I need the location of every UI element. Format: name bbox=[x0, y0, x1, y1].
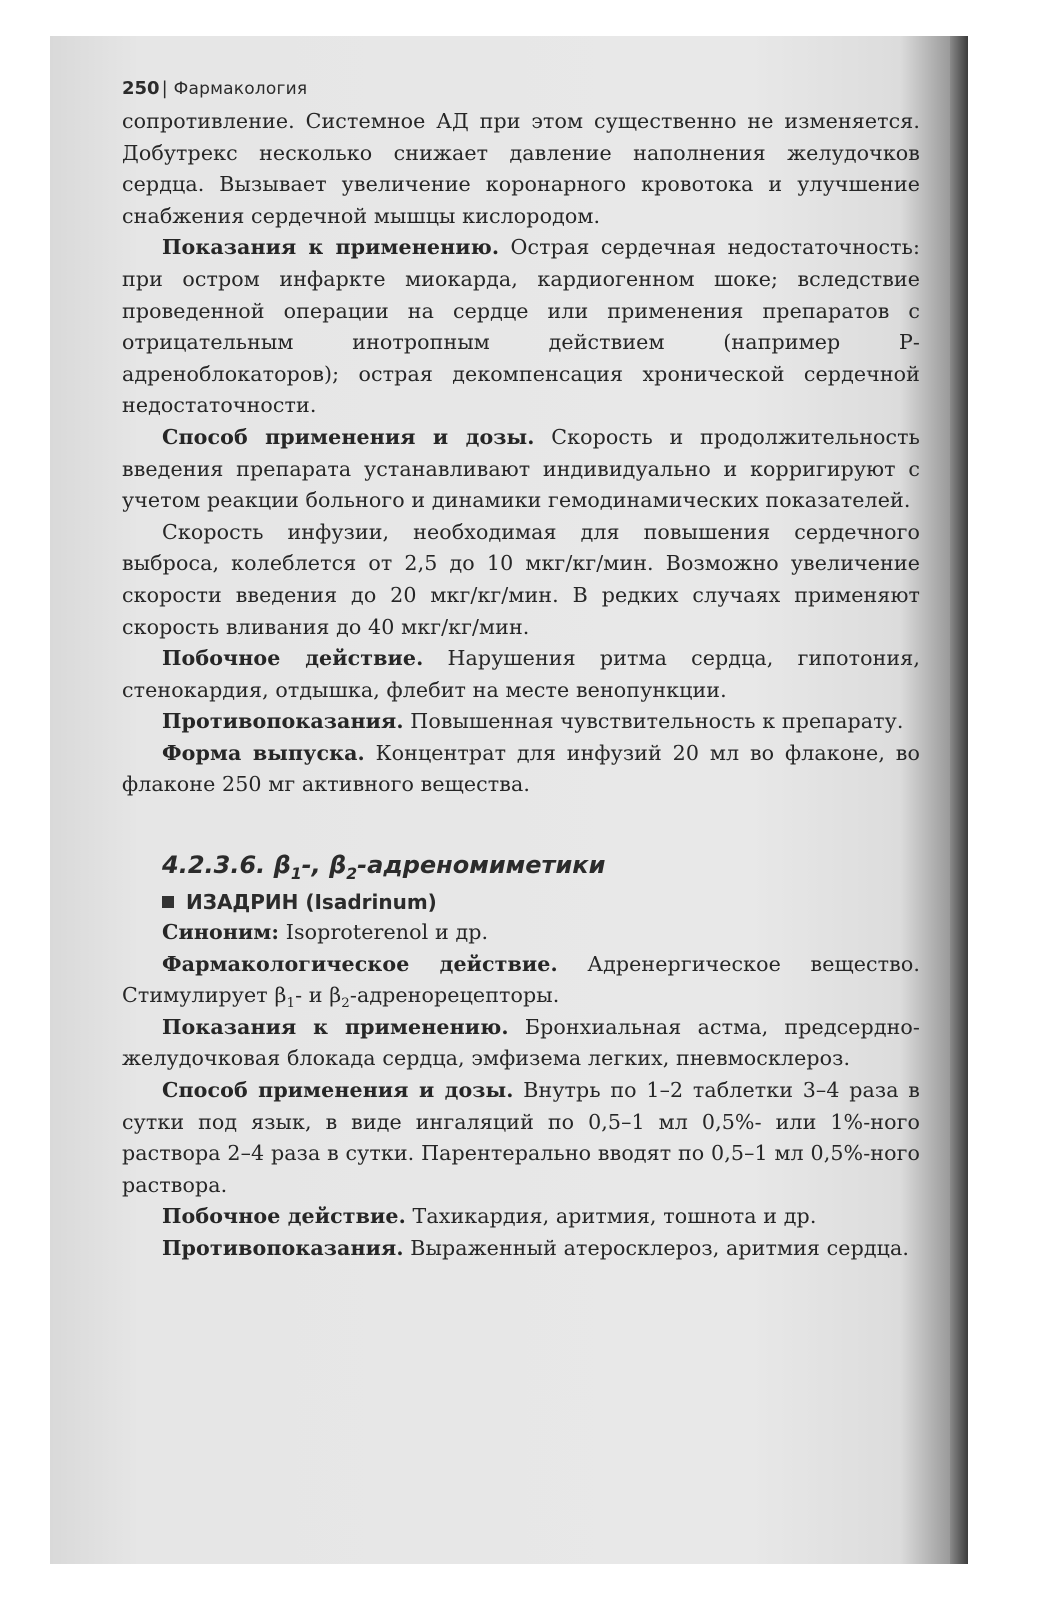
drug-heading bbox=[122, 887, 920, 917]
section-heading bbox=[122, 847, 920, 883]
paragraph-label: Показания к применению. bbox=[162, 235, 500, 260]
paragraph-text: Бронхиальная астма, предсердно-желудочковая блокада сердца, эмфизема легких, пневмосклероз. bbox=[122, 1014, 920, 1071]
section-beta2: β bbox=[329, 851, 347, 880]
paragraph-text: Адренергическое вещество. Стимулирует β bbox=[122, 951, 920, 1008]
section-title-rest: -адреномиметики bbox=[357, 851, 606, 880]
paragraph-pharmacological-action bbox=[122, 949, 920, 1012]
paragraph-text: Нарушения ритма сердца, гипотония, стенокардия, отдышка, флебит на месте венопункции. bbox=[122, 646, 920, 702]
paragraph-side-effects bbox=[122, 643, 920, 706]
paragraph-label: Способ применения и дозы. bbox=[162, 424, 535, 449]
paragraph-contraindications bbox=[122, 706, 920, 738]
paragraph-label: Побочное действие. bbox=[162, 1204, 406, 1229]
paragraph-label: Синоним: bbox=[162, 920, 280, 945]
section-beta1-subscript: 1 bbox=[290, 864, 302, 883]
paragraph-text: Повышенная чувствительность к препарату. bbox=[403, 709, 904, 734]
paragraph-text: Скорость инфузии, необходимая для повышения сердечного выброса, колеблется от 2,5 до 10 мкг/кг/мин. Возможно увеличение скорости введения до 20 мкг/кг/мин. В редких случаях применяют скорость вливания до 40 мкг/кг/мин. bbox=[122, 519, 920, 639]
paragraph-synonym bbox=[122, 917, 920, 949]
running-header bbox=[122, 78, 920, 100]
paragraph-text: -адренорецепторы. bbox=[349, 983, 560, 1008]
paragraph-infusion-rate bbox=[122, 517, 920, 643]
paragraph-text: - и β bbox=[295, 983, 342, 1008]
paragraph-dobutrex-continuation bbox=[122, 106, 920, 232]
section-number: 4.2.3.6. bbox=[162, 851, 266, 880]
header-title: Фармакология bbox=[173, 79, 308, 99]
page-content bbox=[122, 78, 920, 1265]
paragraph-label: Побочное действие. bbox=[162, 646, 424, 671]
section-beta2-subscript: 2 bbox=[346, 864, 358, 883]
paragraph-text: Концентрат для инфузий 20 мл во флаконе, во флаконе 250 мг активного вещества. bbox=[122, 740, 921, 797]
page-gutter-shadow bbox=[950, 36, 968, 1564]
book-page bbox=[50, 36, 968, 1564]
paragraph-label: Противопоказания. bbox=[162, 709, 404, 734]
paragraph-side-effects-isadrin bbox=[122, 1201, 920, 1233]
section-beta1: β bbox=[273, 851, 291, 880]
square-bullet-icon bbox=[162, 896, 174, 908]
paragraph-label: Показания к применению. bbox=[162, 1014, 509, 1039]
paragraph-text: Isoproterenol и др. bbox=[279, 920, 489, 945]
paragraph-text: сопротивление. Системное АД при этом существенно не изменяется. Добутрекс несколько снижает давление наполнения желудочков сердца. Вызывает увеличение коронарного кровотока и улучшение снабжения сердечной мышцы кислородом. bbox=[122, 109, 920, 228]
paragraph-text: Острая сердечная недостаточность: при остром инфаркте миокарда, кардиогенном шоке; вследствие проведенной операции на сердце или применения препаратов с отрицательным инотропным действием (например Р-адреноблокаторов); острая декомпенсация хронической сердечной недостаточности. bbox=[122, 235, 920, 418]
paragraph-text: Выраженный атеросклероз, аритмия сердца. bbox=[403, 1236, 910, 1260]
drug-name: ИЗАДРИН (Isadrinum) bbox=[186, 890, 437, 915]
paragraph-label: Фармакологическое действие. bbox=[162, 951, 558, 976]
paragraph-indications-isadrin bbox=[122, 1012, 920, 1075]
section-separator: -, bbox=[301, 851, 321, 880]
paragraph-label: Способ применения и дозы. bbox=[162, 1078, 514, 1103]
paragraph-dosage bbox=[122, 422, 920, 517]
beta1-subscript: 1 bbox=[286, 996, 296, 1012]
paragraph-text: Внутрь по 1–2 таблетки 3–4 раза в сутки под язык, в виде ингаляций по 0,5–1 мл 0,5%- или 1%-ного раствора 2–4 раза в сутки. Парентерально вводят по 0,5–1 мл 0,5%-ного раствора. bbox=[122, 1078, 921, 1197]
paragraph-label: Противопоказания. bbox=[162, 1236, 404, 1260]
paragraph-text: Скорость и продолжительность введения препарата устанавливают индивидуально и корригируют с учетом реакции больного и динамики гемодинамических показателей. bbox=[122, 424, 920, 513]
page-number: 250 bbox=[122, 78, 160, 99]
beta2-subscript: 2 bbox=[341, 996, 350, 1012]
paragraph-release-form bbox=[122, 738, 920, 801]
header-separator: | bbox=[161, 78, 168, 99]
paragraph-label: Форма выпуска. bbox=[162, 740, 365, 765]
paragraph-contraindications-isadrin bbox=[122, 1233, 920, 1265]
paragraph-dosage-isadrin bbox=[122, 1075, 920, 1201]
paragraph-text: Тахикардия, аритмия, тошнота и др. bbox=[405, 1204, 817, 1229]
paragraph-indications bbox=[122, 232, 920, 422]
